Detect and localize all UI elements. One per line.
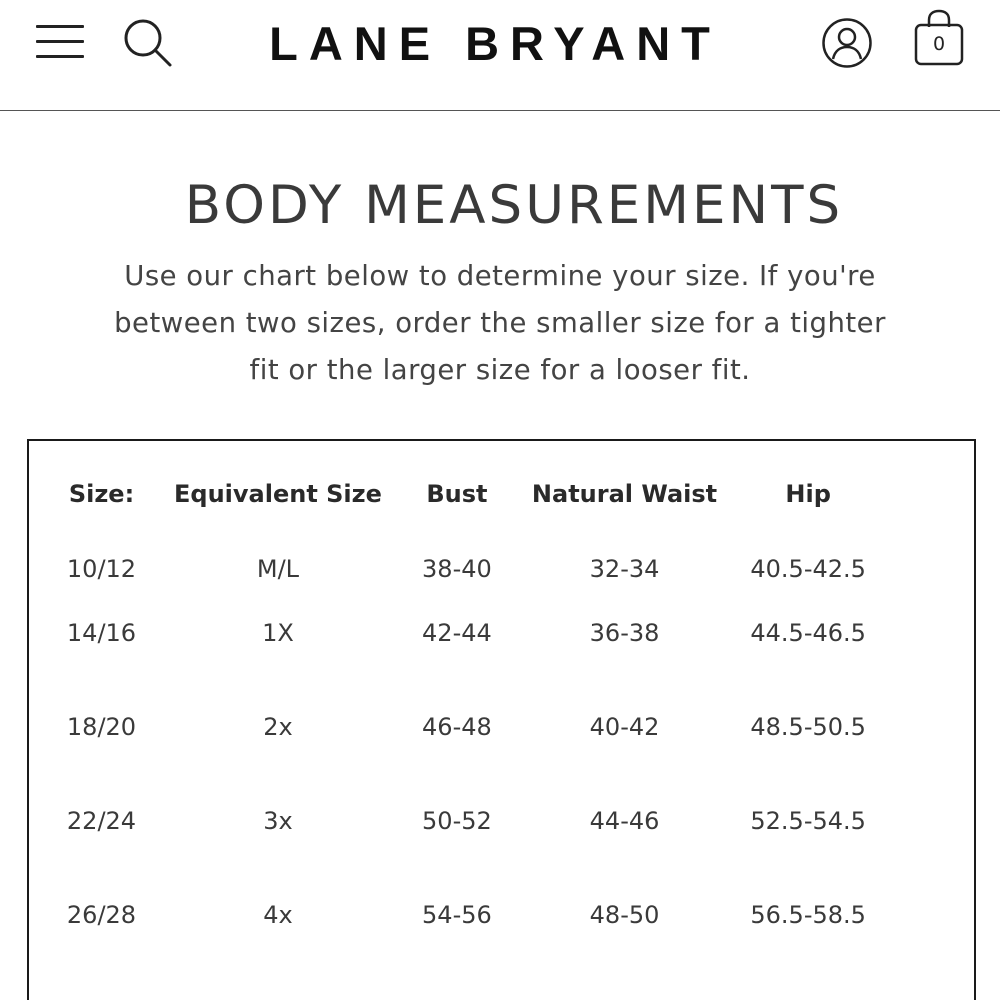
- menu-line: [36, 25, 84, 28]
- cell-natural-waist: 40-42: [589, 713, 660, 741]
- cell-bust: 38-40: [422, 555, 492, 583]
- cell-natural-waist: 36-38: [589, 619, 660, 647]
- table-row: [29, 789, 899, 883]
- account-glyph: [818, 14, 876, 72]
- cell-size: 26/28: [66, 901, 137, 929]
- table-row: [29, 537, 899, 601]
- header-hip: Hip: [785, 480, 831, 508]
- search-icon[interactable]: [120, 16, 176, 70]
- table-row: [29, 883, 899, 977]
- cell-equivalent-size: 1X: [262, 619, 294, 647]
- cell-hip: 48.5-50.5: [750, 713, 866, 741]
- site-header: [0, 0, 1000, 111]
- cell-equivalent-size: 3x: [263, 807, 293, 835]
- cell-size: 10/12: [66, 555, 137, 583]
- cell-natural-waist: 44-46: [589, 807, 660, 835]
- brand-logo[interactable]: LANE BRYANT: [269, 17, 721, 70]
- cell-size: 14/16: [66, 619, 137, 647]
- search-glyph: [120, 16, 176, 70]
- cell-equivalent-size: 4x: [263, 901, 293, 929]
- cell-size: 18/20: [66, 713, 137, 741]
- shopping-bag-icon[interactable]: [910, 8, 968, 70]
- account-icon[interactable]: [818, 14, 876, 72]
- size-chart: [27, 439, 976, 1000]
- header-natural-waist: Natural Waist: [531, 480, 718, 508]
- table-row: [29, 695, 899, 789]
- cell-bust: 42-44: [422, 619, 492, 647]
- cell-bust: 46-48: [422, 713, 492, 741]
- cell-bust: 50-52: [422, 807, 492, 835]
- cell-bust: 54-56: [422, 901, 492, 929]
- menu-line: [36, 55, 84, 58]
- header-equivalent-size: Equivalent Size: [174, 480, 382, 508]
- cell-hip: 52.5-54.5: [750, 807, 866, 835]
- cell-equivalent-size: M/L: [256, 555, 300, 583]
- hamburger-menu-icon[interactable]: [34, 18, 88, 64]
- cell-equivalent-size: 2x: [263, 713, 293, 741]
- header-size: Size:: [68, 480, 135, 508]
- menu-line: [36, 40, 84, 43]
- bag-count-badge: 0: [932, 33, 946, 55]
- table-row: [29, 601, 899, 695]
- cell-hip: 44.5-46.5: [750, 619, 866, 647]
- cell-natural-waist: 48-50: [589, 901, 660, 929]
- size-guide-intro: Use our chart below to determine your size. If you're between two sizes, order the smaller size for a tighter fit or the larger size for a looser fit.: [114, 260, 886, 386]
- table-header-row: [29, 441, 899, 537]
- header-bust: Bust: [426, 480, 488, 508]
- cell-hip: 56.5-58.5: [750, 901, 866, 929]
- cell-natural-waist: 32-34: [589, 555, 660, 583]
- size-chart-table: [29, 441, 899, 977]
- page-title: BODY MEASUREMENTS: [184, 175, 844, 236]
- cell-size: 22/24: [66, 807, 137, 835]
- cell-hip: 40.5-42.5: [750, 555, 866, 583]
